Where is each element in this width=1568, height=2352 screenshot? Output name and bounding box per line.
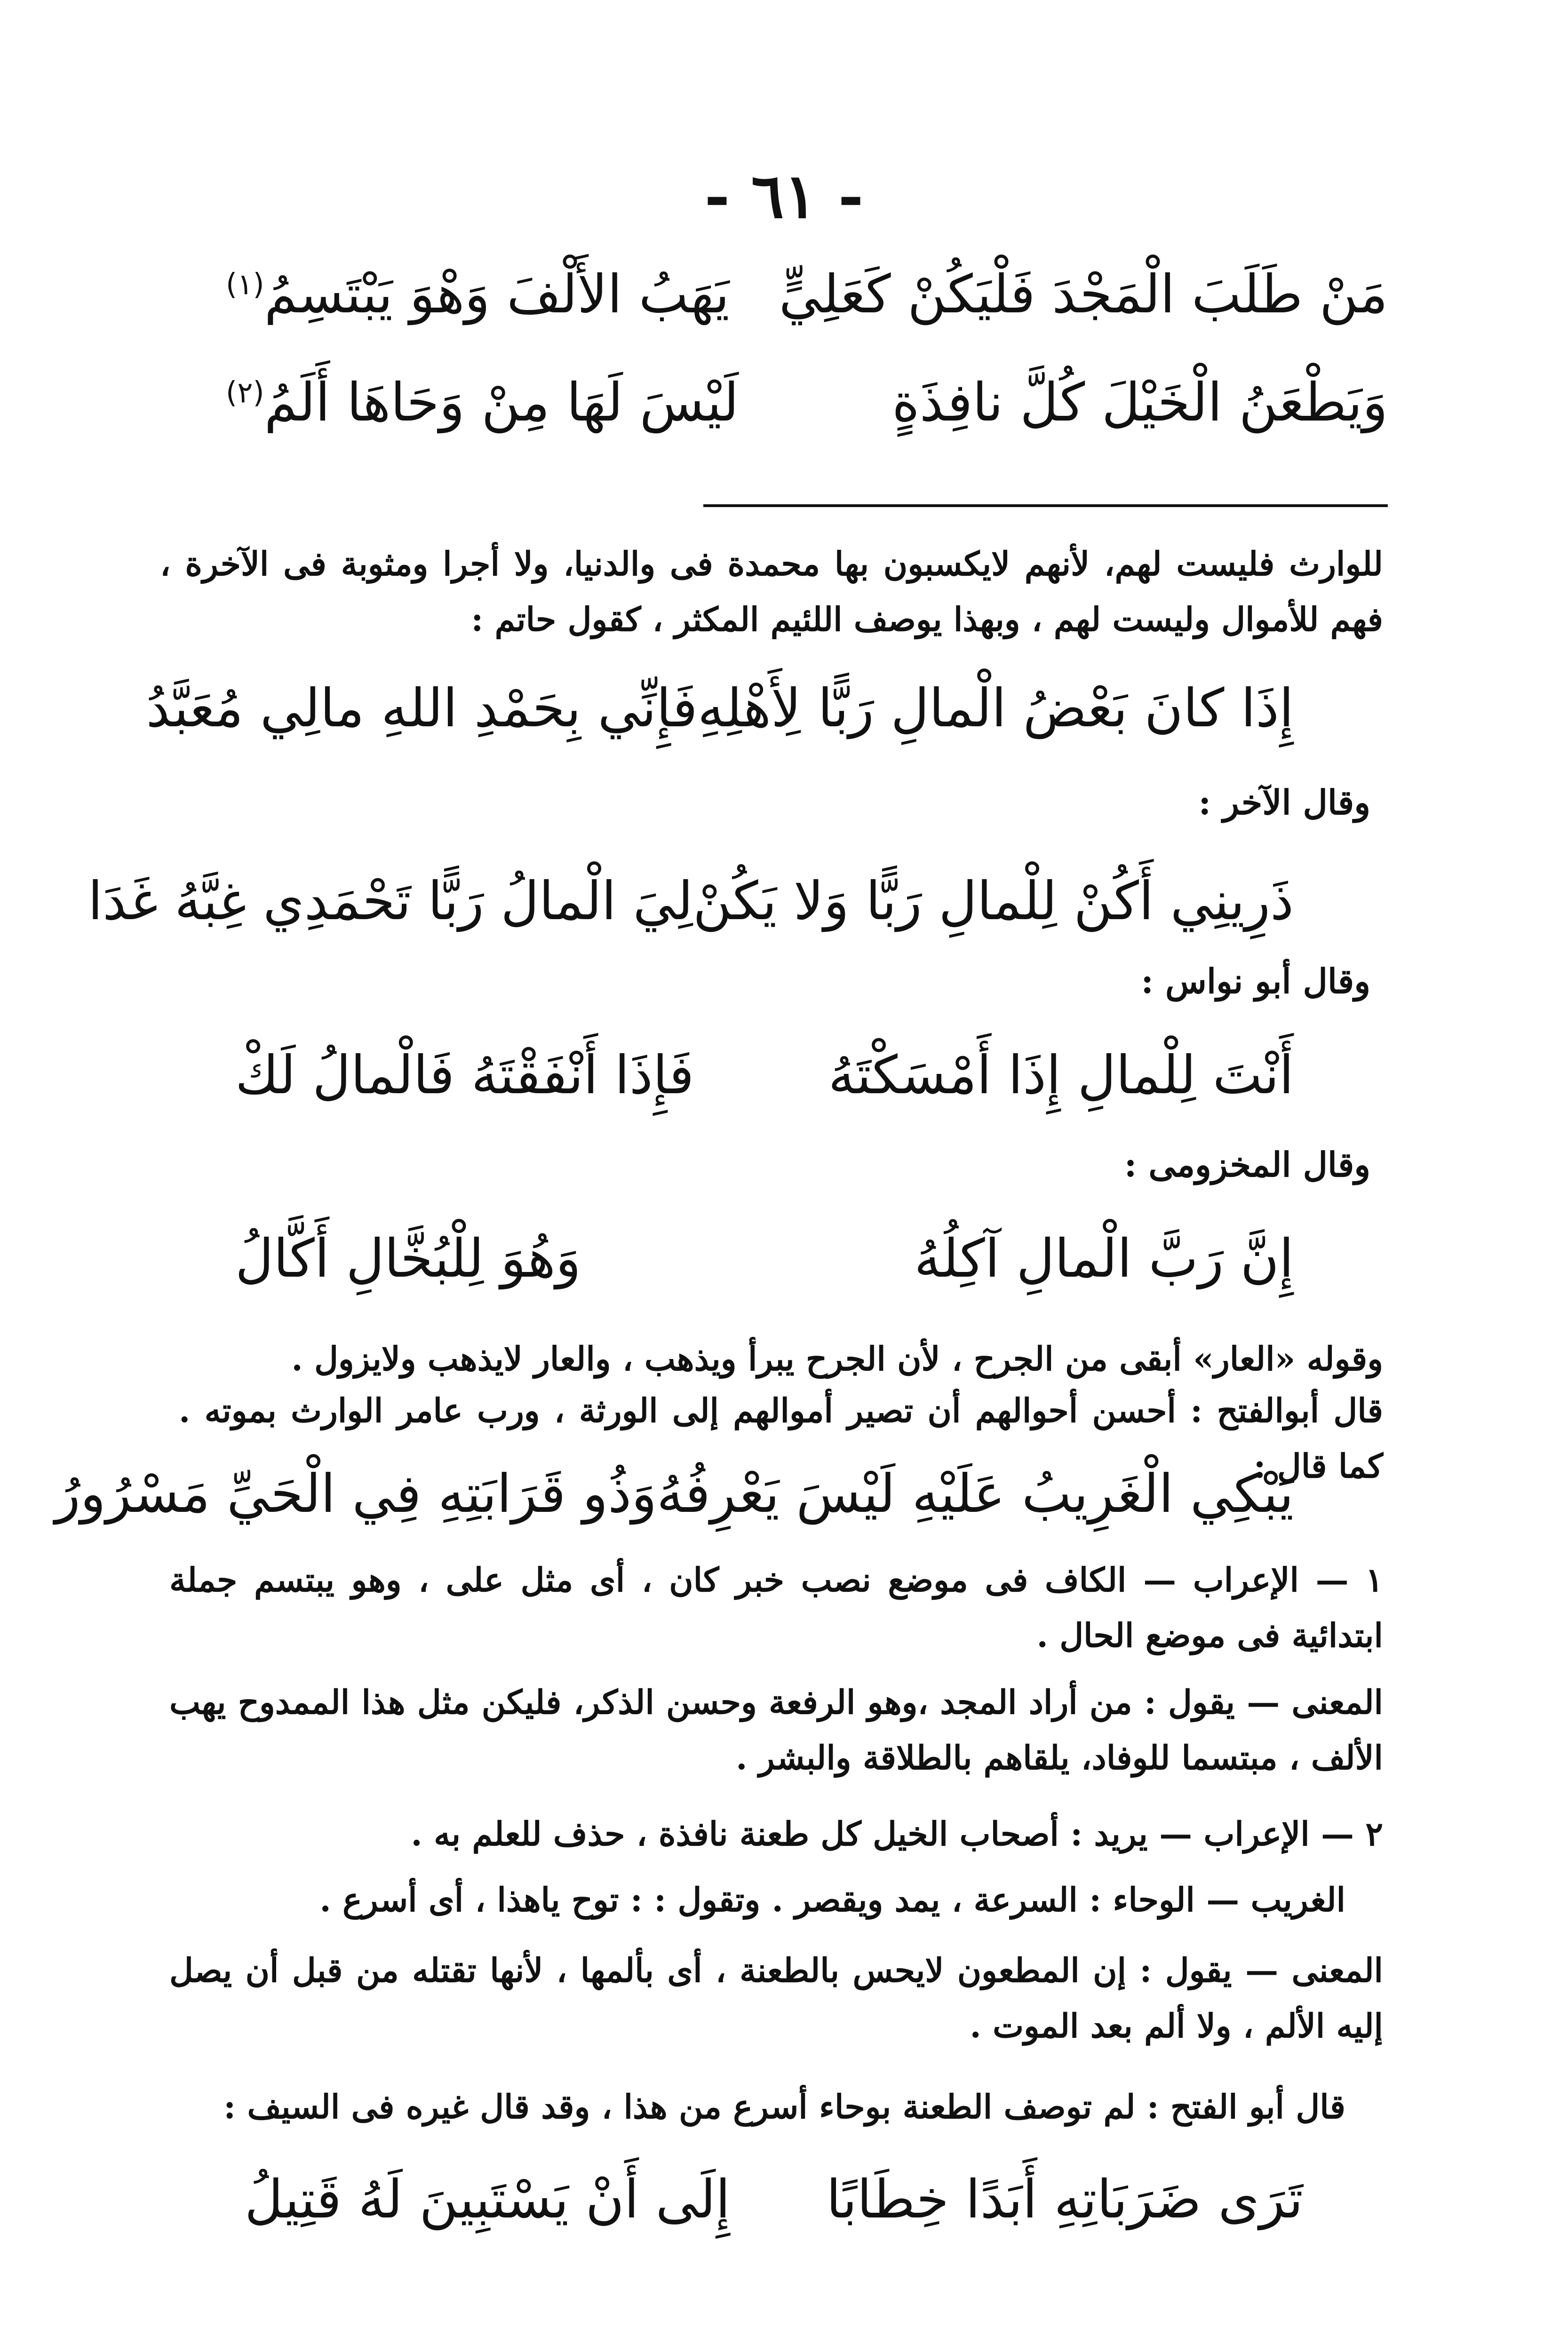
verse-hatim-second: فَإِنِّي بِحَمْدِ اللهِ مالِي مُعَبَّدُ <box>146 678 698 739</box>
verse-abunuwas-second: فَإِذَا أَنْفَقْتَهُ فَالْمالُ لَكْ <box>235 1045 694 1106</box>
note-1-irab: ١ — الإعراب — الكاف فى موضع نصب خبر كان ، أى مثل على ، وهو يبتسم جملة ابتدائية فى موضع الحال . <box>169 1560 1383 1655</box>
intro-abunuwas: وقال أبو نواس : <box>1141 961 1370 1001</box>
page-number: - ٦١ - <box>704 160 864 232</box>
verse-abunuwas <box>235 1045 1294 1106</box>
verse-2-first-hemistich: وَيَطْعَنُ الْخَيْلَ كُلَّ نافِذَةٍ <box>892 372 1388 433</box>
verse-makhzumi-second: وَهُوَ لِلْبُخَّالِ أَكَّالُ <box>235 1228 581 1289</box>
commentary-paragraph-1: للوارث فليست لهم، لأنهم لايكسبون بها محمدة فى والدنيا، ولا أجرا ومثوبة فى الآخرة ، فهم للأموال وليست لهم ، وبهذا يوصف اللئيم المكثر ، كقول حاتم : <box>160 544 1383 639</box>
verse-abulfath-second: وَذُو قَرَابَتِهِ فِي الْحَيِّ مَسْرُورُ <box>55 1463 657 1525</box>
footnote-marker-2: (٢) <box>226 375 264 410</box>
verse-1-first-hemistich: مَنْ طَلَبَ الْمَجْدَ فَلْيَكُنْ كَعَلِيٍّ <box>779 264 1388 325</box>
note-2-gharib: الغريب — الوحاء : السرعة ، يمد ويقصر . وتقول : : توح ياهذا ، أى أسرع . <box>319 1880 1345 1919</box>
verse-sword-first: تَرَى ضَرَبَاتِهِ أَبَدًا خِطَابًا <box>826 2169 1303 2230</box>
note-2-abulfath: قال أبو الفتح : لم توصف الطعنة بوحاء أسرع من هذا ، وقد قال غيره فى السيف : <box>223 2087 1345 2126</box>
verse-akhar-first: ذَرِينِي أَكُنْ لِلْمالِ رَبًّا وَلا يَكُنْ <box>692 871 1294 932</box>
verse-hatim-first: إِذَا كانَ بَعْضُ الْمالِ رَبًّا لِأَهْلِهِ <box>697 678 1294 739</box>
verse-2-second-hemistich: لَيْسَ لَهَا مِنْ وَحَاهَا أَلَمُ$^{(٢)}$ <box>226 372 739 433</box>
verse-abulfath-first: يَبْكِي الْغَرِيبُ عَلَيْهِ لَيْسَ يَعْرِفُهُ <box>657 1463 1294 1525</box>
verse-sword <box>245 2169 1303 2230</box>
verse-line-2 <box>226 372 1388 433</box>
commentary-paragraph-3: قال أبوالفتح : أحسن أحوالهم أن تصير أموالهم إلى الورثة ، ورب عامر الوارث بموته . كما قال : <box>179 1391 1383 1486</box>
divider-rule <box>703 504 1388 507</box>
note-2-meaning: المعنى — يقول : إن المطعون لايحس بالطعنة ، أى بألمها ، لأنها تقتله من قبل أن يصل إليه الألم ، ولا ألم بعد الموت . <box>169 1951 1383 2045</box>
verse-makhzumi-first: إِنَّ رَبَّ الْمالِ آكِلُهُ <box>914 1228 1294 1289</box>
intro-akhar: وقال الآخر : <box>1198 782 1370 822</box>
verse-abunuwas-first: أَنْتَ لِلْمالِ إِذَا أَمْسَكْتَهُ <box>828 1045 1294 1106</box>
verse-sword-second: إِلَى أَنْ يَسْتَبِينَ لَهُ قَتِيلُ <box>245 2169 731 2230</box>
intro-makhzumi: وقال المخزومى : <box>1124 1144 1370 1184</box>
note-1-meaning: المعنى — يقول : من أراد المجد ،وهو الرفعة وحسن الذكر، فليكن مثل هذا الممدوح يهب الألف ، مبتسما للوفاد، يلقاهم بالطلاقة والبشر . <box>169 1683 1383 1777</box>
verse-akhar <box>88 871 1294 932</box>
note-2-irab: ٢ — الإعراب — يريد : أصحاب الخيل كل طعنة نافذة ، حذف للعلم به . <box>411 1814 1383 1853</box>
verse-line-1 <box>226 264 1388 325</box>
verse-makhzumi <box>235 1228 1294 1289</box>
footnote-marker-1: (١) <box>226 267 264 302</box>
verse-abulfath <box>55 1463 1294 1525</box>
verse-hatim <box>146 678 1294 739</box>
verse-1-second-hemistich: يَهَبُ الأَلْفَ وَهْوَ يَبْتَسِمُ$^{(١)}$ <box>226 264 730 325</box>
verse-akhar-second: لِيَ الْمالُ رَبًّا تَحْمَدِي غِبَّهُ غَدَا <box>88 871 693 932</box>
commentary-paragraph-2: وقوله «العار» أبقى من الجرح ، لأن الجرح يبرأ ويذهب ، والعار لايذهب ولايزول . <box>291 1339 1383 1378</box>
